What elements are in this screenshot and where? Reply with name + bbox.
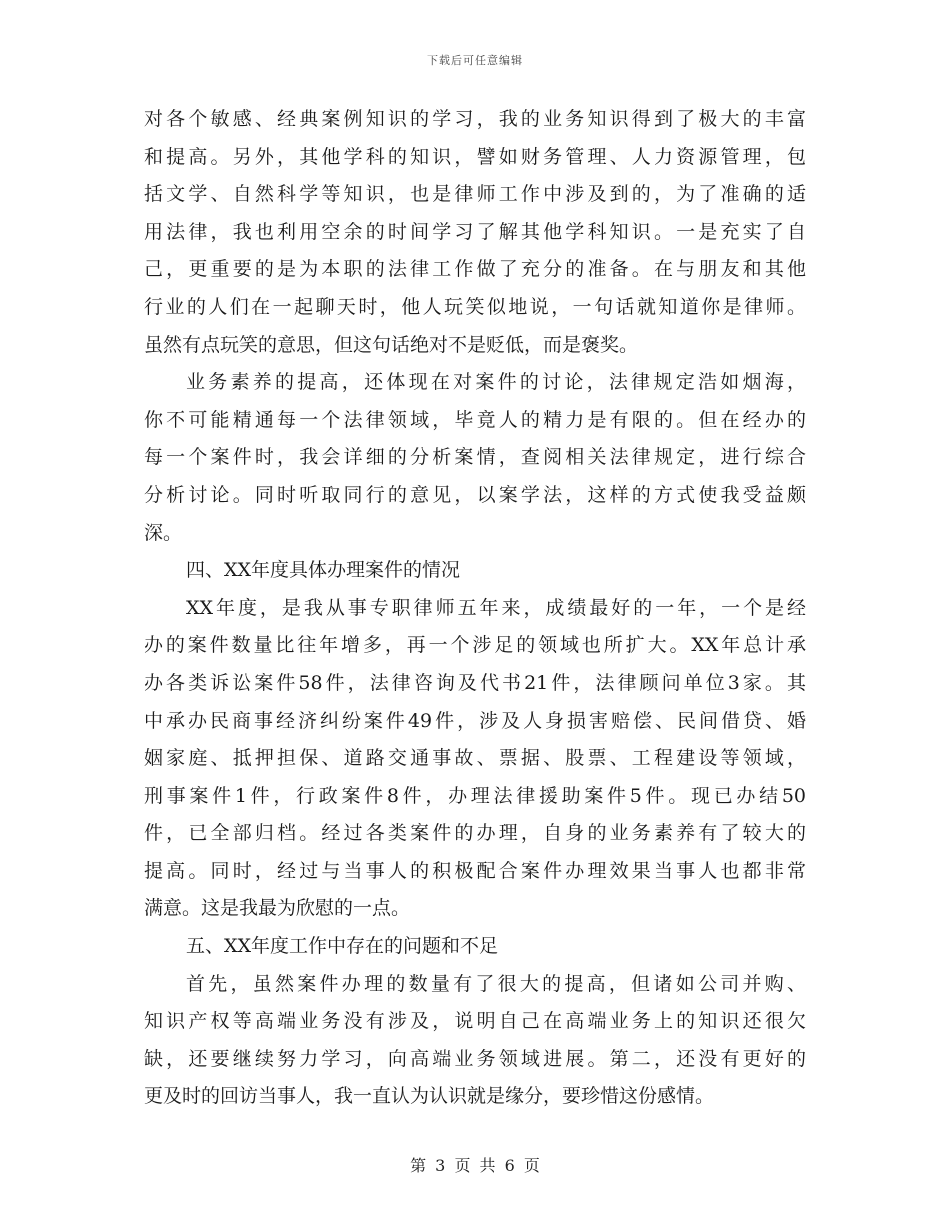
text-line: 更及时的回访当事人，我一直认为认识就是缘分，要珍惜这份感情。 bbox=[144, 1085, 715, 1108]
text-line: 分析讨论。同时听取同行的意见，以案学法，这样的方式使我受益颇 bbox=[144, 483, 806, 506]
page-number: 第 3 页 共 6 页 bbox=[410, 1156, 540, 1175]
text-line: 姻家庭、抵押担保、道路交通事故、票据、股票、工程建设等领域， bbox=[144, 747, 806, 770]
page-header: 下载后可任意编辑 bbox=[427, 54, 523, 67]
text-line: 首先，虽然案件办理的数量有了很大的提高，但诸如公司并购、 bbox=[186, 972, 806, 995]
section-heading: 四、XX年度具体办理案件的情况 bbox=[186, 559, 461, 582]
text-line: 件，已全部归档。经过各类案件的办理，自身的业务素养有了较大的 bbox=[144, 822, 806, 845]
text-line: 提高。同时，经过与当事人的积极配合案件办理效果当事人也都非常 bbox=[144, 859, 806, 882]
text-line: 知识产权等高端业务没有涉及，说明自己在高端业务上的知识还很欠 bbox=[144, 1010, 806, 1033]
text-line: 办各类诉讼案件58件，法律咨询及代书21件，法律顾问单位3家。其 bbox=[144, 671, 806, 694]
text-line: XX年度，是我从事专职律师五年来，成绩最好的一年，一个是经 bbox=[186, 596, 806, 619]
text-line: 括文学、自然科学等知识，也是律师工作中涉及到的，为了准确的适 bbox=[144, 183, 806, 206]
text-line: 每一个案件时，我会详细的分析案情，查阅相关法律规定，进行综合 bbox=[144, 446, 806, 469]
text-line: 刑事案件1件，行政案件8件，办理法律援助案件5件。现已办结50 bbox=[144, 784, 806, 807]
text-line: 深。 bbox=[144, 521, 183, 544]
text-line: 业务素养的提高，还体现在对案件的讨论，法律规定浩如烟海， bbox=[186, 371, 806, 394]
text-line: 和提高。另外，其他学科的知识，譬如财务管理、人力资源管理，包 bbox=[144, 145, 806, 168]
text-line: 对各个敏感、经典案例知识的学习，我的业务知识得到了极大的丰富 bbox=[144, 108, 806, 130]
text-line: 缺，还要继续努力学习，向高端业务领域进展。第二，还没有更好的 bbox=[144, 1047, 806, 1070]
text-line: 用法律，我也利用空余的时间学习了解其他学科知识。一是充实了自 bbox=[144, 220, 806, 243]
document-body bbox=[144, 101, 806, 1116]
text-line: 己，更重要的是为本职的法律工作做了充分的准备。在与朋友和其他 bbox=[144, 258, 806, 281]
text-line: 虽然有点玩笑的意思，但这句话绝对不是贬低，而是褒奖。 bbox=[144, 333, 639, 356]
section-heading: 五、XX年度工作中存在的问题和不足 bbox=[186, 935, 499, 958]
text-line: 你不可能精通每一个法律领域，毕竟人的精力是有限的。但在经办的 bbox=[144, 408, 806, 431]
text-line: 满意。这是我最为欣慰的一点。 bbox=[144, 897, 411, 920]
text-line: 行业的人们在一起聊天时，他人玩笑似地说，一句话就知道你是律师。 bbox=[144, 295, 806, 318]
text-line: 办的案件数量比往年增多，再一个涉足的领域也所扩大。XX年总计承 bbox=[144, 634, 806, 657]
text-line: 中承办民商事经济纠纷案件49件，涉及人身损害赔偿、民间借贷、婚 bbox=[144, 709, 806, 732]
